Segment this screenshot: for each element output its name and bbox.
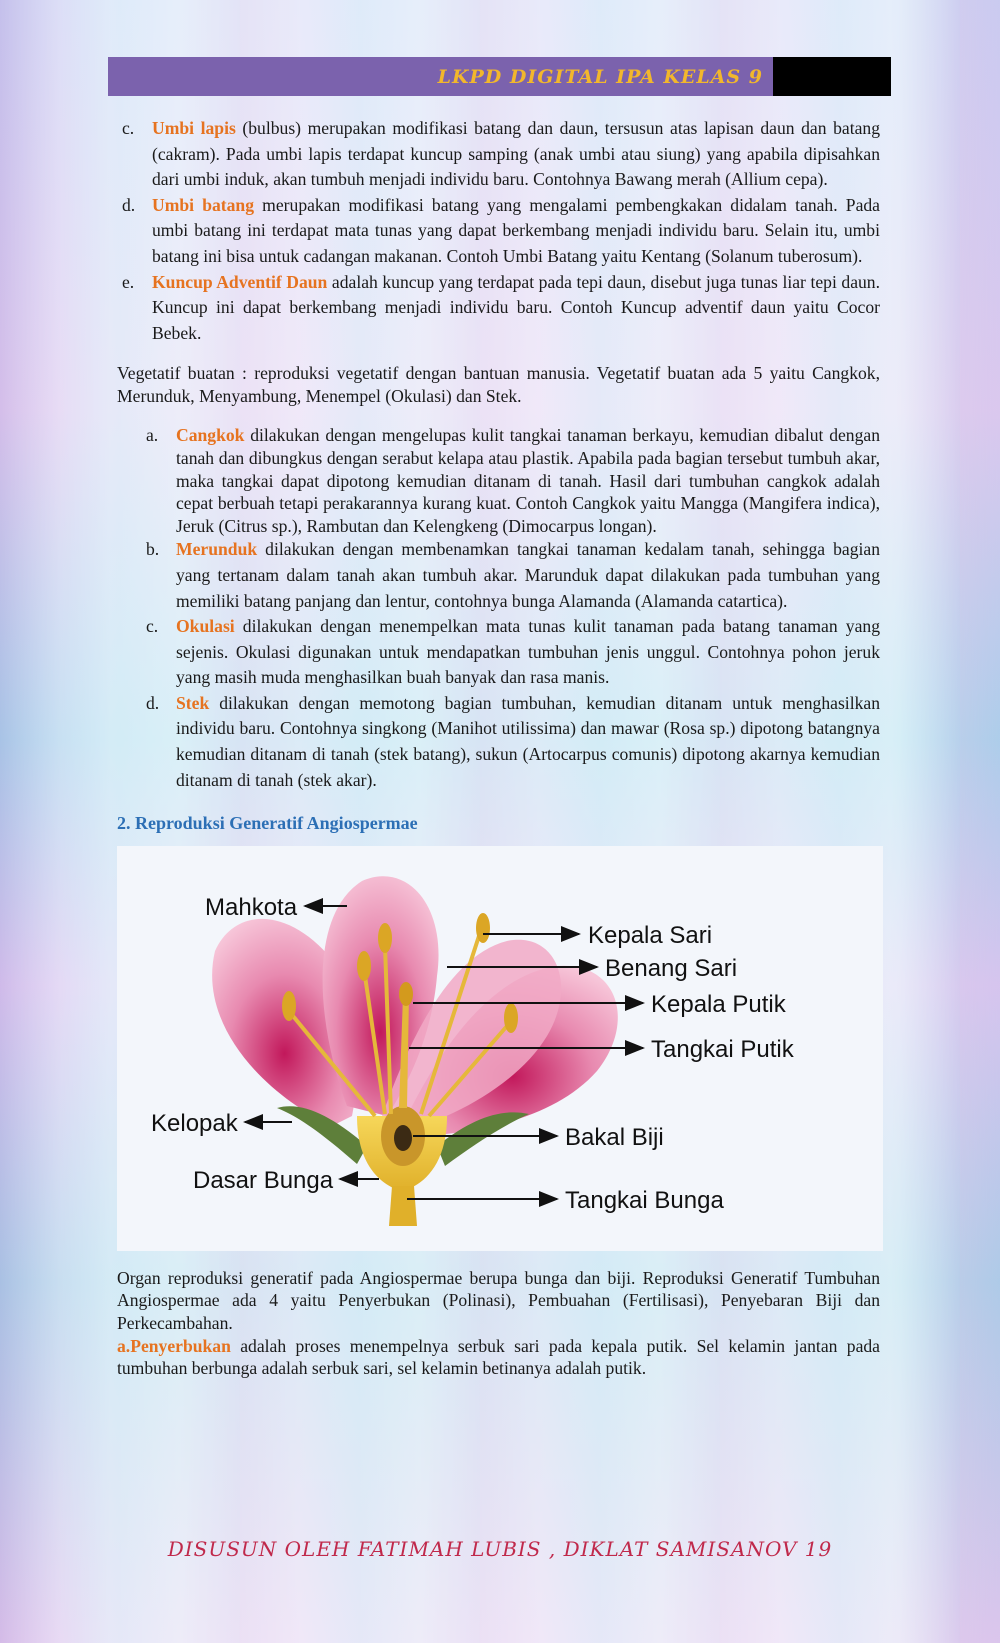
list-marker: d. [122, 194, 136, 215]
section-title: 2. Reproduksi Generatif Angiospermae [117, 813, 418, 834]
item-text: adalah proses menempelnya serbuk sari pada kepala putik. Sel kelamin jantan pada tumbuhan berbunga adalah serbuk sari, sel kelamin betinanya adalah putik. [117, 1335, 880, 1379]
term: a.Penyerbukan [117, 1335, 231, 1356]
organ-paragraph: Organ reproduksi generatif pada Angiospermae berupa bunga dan biji. Reproduksi Generatif Tumbuhan Angiospermae ada 4 yaitu Penyerbukan (Polinasi), Pembuahan (Fertilisasi), Penyebaran Biji dan Perkecambahan. [117, 1267, 880, 1334]
label-kepala-putik: Kepala Putik [651, 990, 786, 1018]
ovule [394, 1125, 412, 1151]
list-item [122, 270, 880, 347]
item-text: dilakukan dengan mengelupas kulit tangkai tanaman berkayu, kemudian dibalut dengan tanah dan dibungkus dengan serabut kelapa atau plastik. Apabila pada bagian tersebut tumbuh akar, maka tangkai dapat dipotong kemudian ditanam di tanah. Hasil dari tumbuhan cangkok adalah cepat berbuah tetapi perakarannya kurang kuat. Contoh Cangkok yaitu Mangga (Mangifera indica), Jeruk (Citrus sp.), Rambutan dan Kelengkeng (Dimocarpus longan). [176, 425, 880, 536]
label-mahkota: Mahkota [205, 893, 298, 921]
list-marker: c. [146, 616, 159, 637]
list-item [122, 116, 881, 193]
list-item [146, 691, 880, 793]
item-text: (bulbus) merupakan modifikasi batang dan daun, tersusun atas lapisan daun dan batang (cakram). Pada umbi lapis terdapat kuncup samping (anak umbi atau siung) yang apabila dipisahkan dari umbi induk, akan tumbuh menjadi individu baru. Contohnya Bawang merah (Allium cepa). [152, 118, 881, 190]
label-tangkai-bunga: Tangkai Bunga [565, 1186, 724, 1214]
stamen-anther [476, 913, 490, 943]
item-text: dilakukan dengan memotong bagian tumbuhan, kemudian ditanam untuk menghasilkan individu baru. Contohnya singkong (Manihot utilissima) dan mawar (Rosa sp.) dipotong batangnya kemudian ditanam di tanah (stek batang), sukun (Artocarpus comunis) dipotong akarnya kemudian ditanam di tanah (stek akar). [176, 692, 880, 790]
term: Stek [176, 692, 210, 713]
stamen-anther [504, 1003, 518, 1033]
penyerbukan-paragraph [117, 1335, 880, 1380]
stamen-anther [357, 951, 371, 981]
label-kelopak: Kelopak [151, 1109, 238, 1137]
flower-diagram-svg [117, 846, 883, 1251]
label-benang-sari: Benang Sari [605, 954, 738, 982]
vegetatif-buatan-list [117, 424, 880, 793]
pistil-stigma [399, 982, 413, 1006]
item-text: dilakukan dengan membenamkan tangkai tanaman kedalam tanah, sehingga bagian yang tertanam dalam tanah akan tumbuh akar. Marunduk dapat dilakukan pada tumbuhan yang memiliki batang panjang dan lentur, contohnya bunga Alamanda (Alamanda catartica). [176, 539, 880, 611]
stamen-anther [378, 923, 392, 953]
list-marker: a. [146, 425, 159, 446]
term: Umbi lapis [152, 118, 236, 138]
list-item [146, 614, 880, 691]
stamen-anther [282, 991, 296, 1021]
term: Merunduk [176, 539, 258, 560]
label-dasar-bunga: Dasar Bunga [193, 1166, 334, 1194]
vegetatif-alami-list [117, 116, 880, 346]
list-item [146, 424, 880, 537]
header-title: LKPD DIGITAL IPA KELAS 9 [437, 65, 763, 88]
flower-diagram [117, 846, 883, 1251]
list-marker: e. [122, 271, 135, 292]
label-kepala-sari: Kepala Sari [588, 921, 713, 949]
list-item [146, 537, 880, 614]
term: Kuncup Adventif Daun [152, 271, 328, 292]
page-content [117, 116, 880, 1380]
term: Umbi batang [152, 194, 255, 215]
vegetatif-buatan-paragraph: Vegetatif buatan : reproduksi vegetatif dengan bantuan manusia. Vegetatif buatan ada 5 yaitu Cangkok, Merunduk, Menyambung, Menempel (Okulasi) dan Stek. [117, 363, 880, 407]
item-text: adalah kuncup yang terdapat pada tepi daun, disebut juga tunas liar tepi daun. Kuncup ini dapat berkembang menjadi individu baru. Contoh Kuncup adventif daun yaitu Cocor Bebek. [152, 271, 880, 343]
label-bakal-biji: Bakal Biji [565, 1123, 664, 1151]
list-item [122, 193, 880, 270]
header-black-block [773, 57, 891, 96]
term: Okulasi [176, 616, 235, 637]
item-text: merupakan modifikasi batang yang mengalami pembengkakan didalam tanah. Pada umbi batang ini terdapat mata tunas yang dapat berkembang menjadi individu baru. Selain itu, umbi batang ini bisa untuk cadangan makanan. Contoh Umbi Batang yaitu Kentang (Solanum tuberosum). [152, 194, 880, 266]
flower-stalk [389, 1186, 417, 1226]
list-marker: b. [146, 539, 160, 560]
list-marker: c. [122, 118, 135, 138]
term: Cangkok [176, 425, 245, 446]
page-footer: DISUSUN OLEH FATIMAH LUBIS , DIKLAT SAMISANOV 19 [167, 1537, 833, 1561]
header-bar [108, 57, 891, 96]
label-tangkai-putik: Tangkai Putik [651, 1035, 794, 1063]
item-text: dilakukan dengan menempelkan mata tunas kulit tanaman pada batang tanaman yang sejenis. Okulasi digunakan untuk mendapatkan tumbuhan jenis unggul. Contohnya pohon jeruk yang masih muda menghasilkan buah banyak dan rasa manis. [176, 616, 880, 688]
list-marker: d. [146, 692, 160, 713]
sepal-left [277, 1106, 367, 1164]
